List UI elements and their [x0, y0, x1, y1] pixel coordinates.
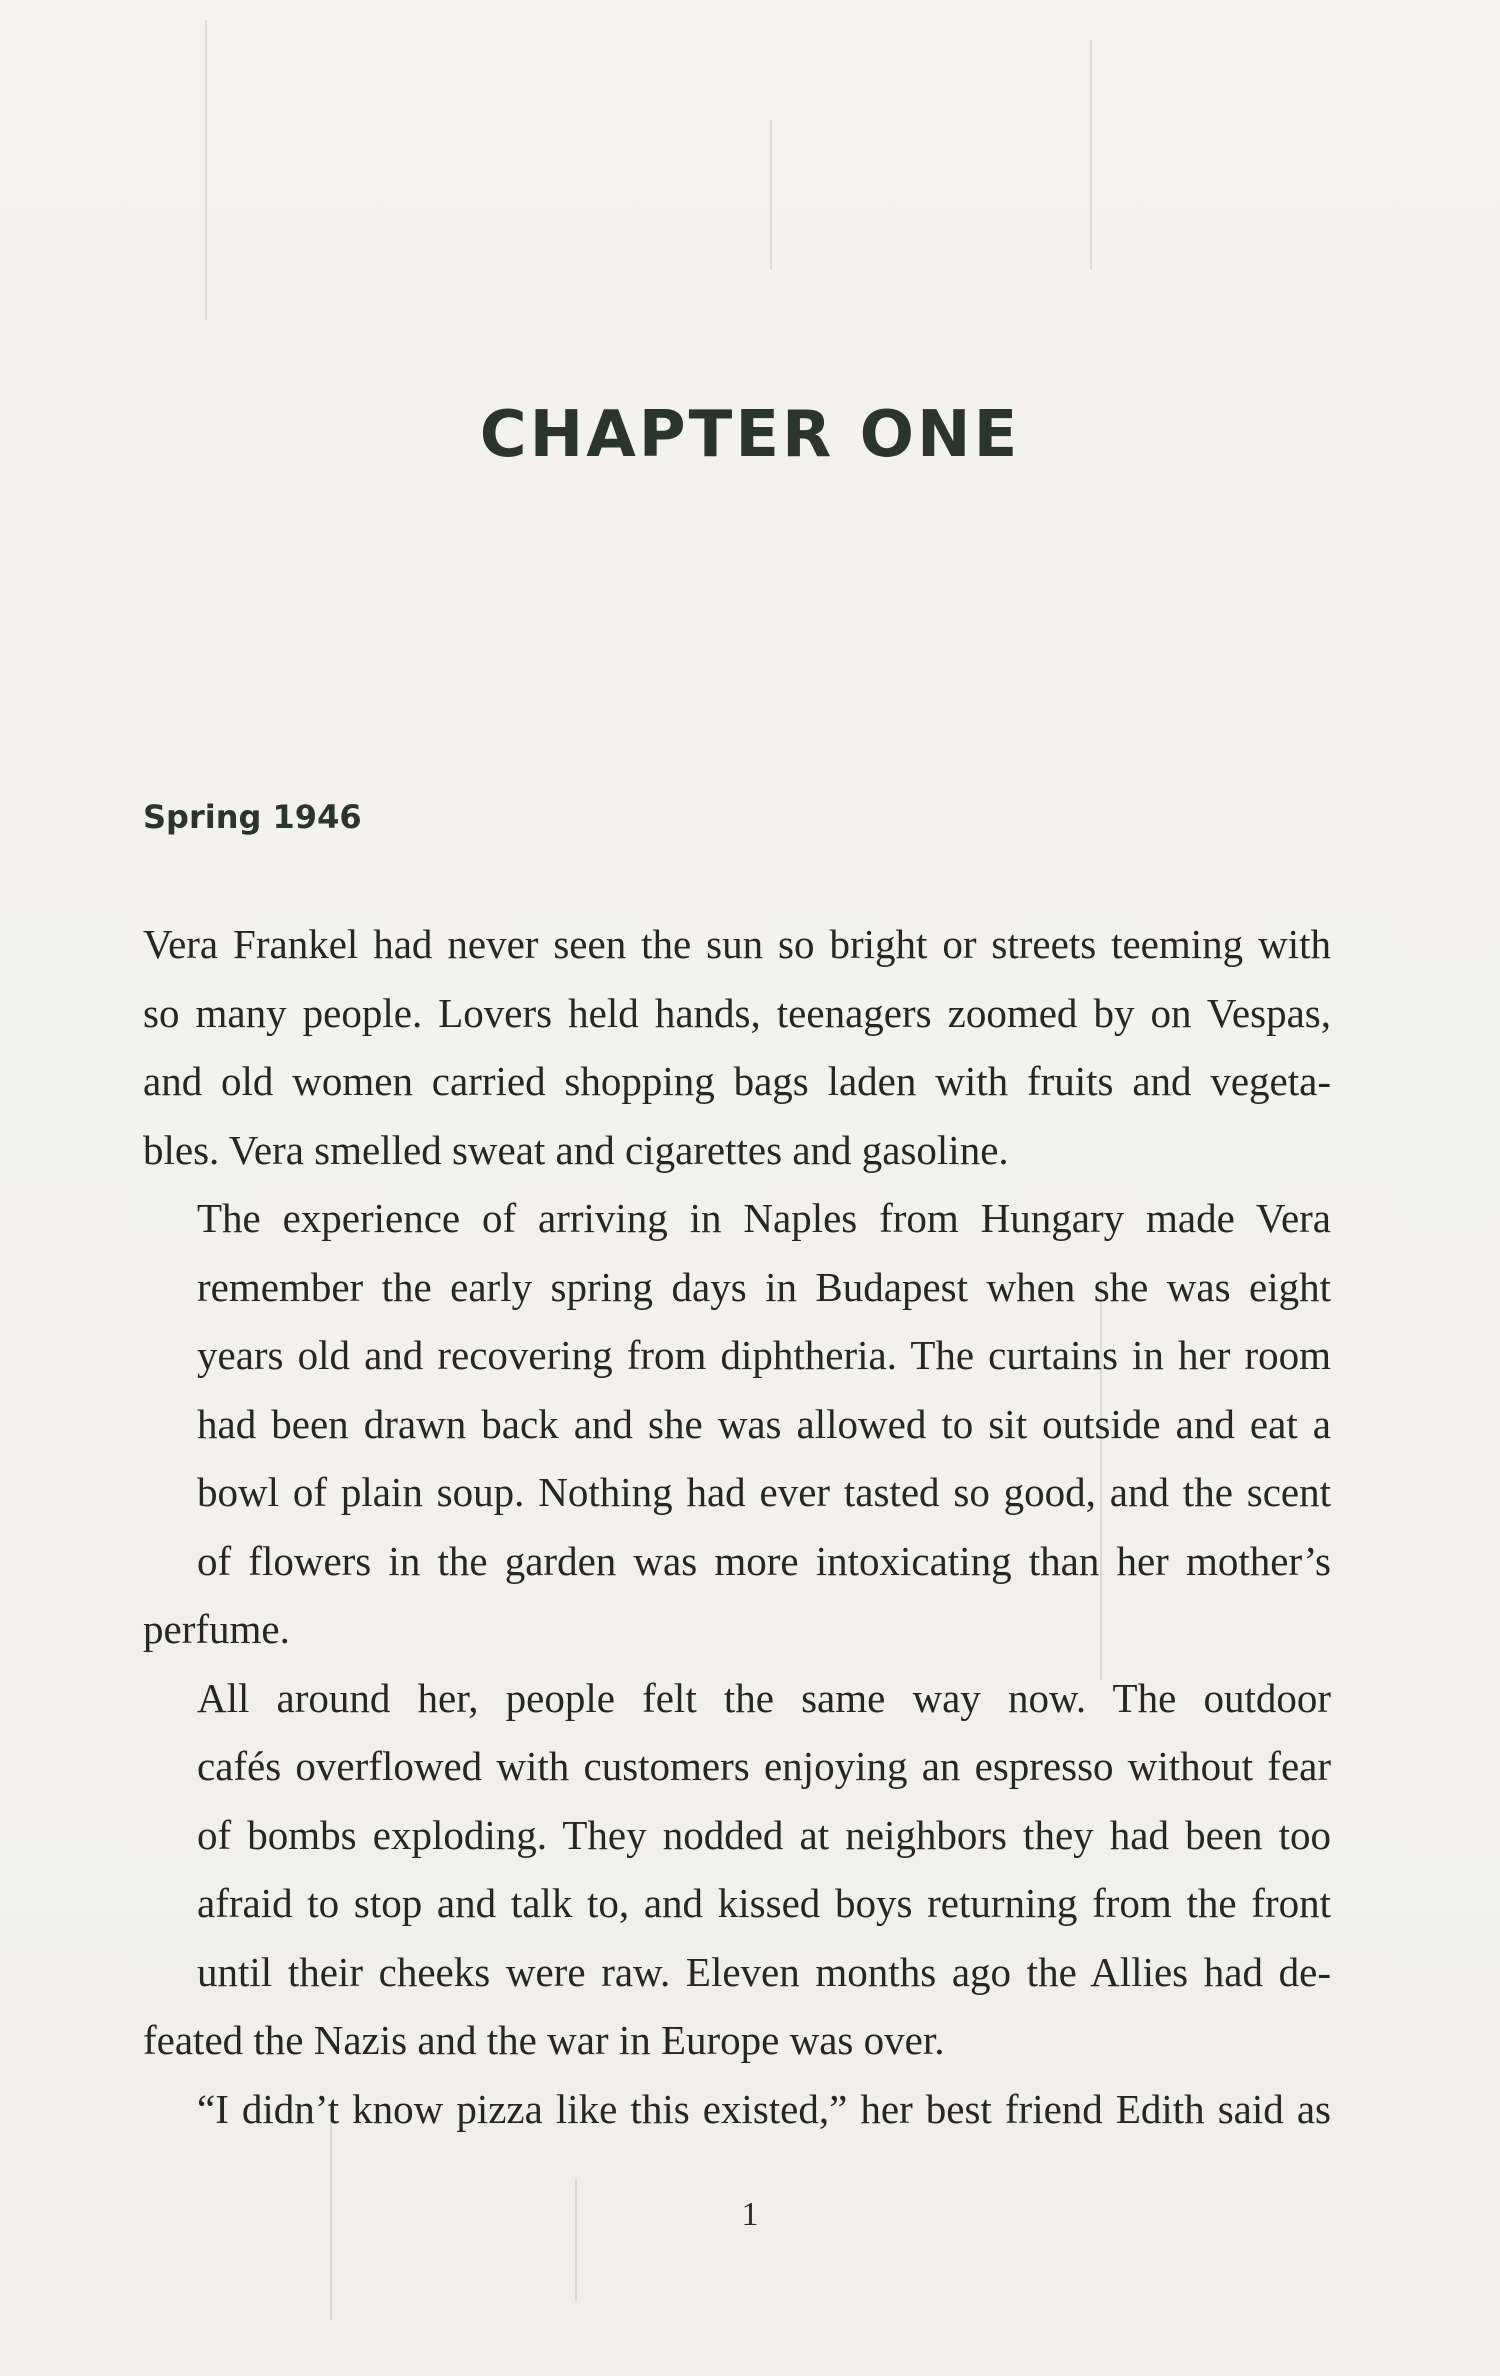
text-line: remember the early spring days in Budapest when she was eight [197, 1263, 1331, 1310]
text-line: bles. Vera smelled sweat and cigarettes and gasoline. [143, 1126, 1009, 1173]
page-number: 1 [741, 2196, 759, 2233]
text-line: cafés overflowed with customers enjoying an espresso without fear [197, 1743, 1331, 1789]
body-text [143, 910, 1331, 2143]
paragraph [143, 1664, 1331, 2007]
text-line: so many people. Lovers held hands, teenagers zoomed by on Vespas, [143, 989, 1331, 1036]
scan-artifact [205, 20, 207, 320]
paragraph [143, 910, 1331, 1116]
text-line: afraid to stop and talk to, and kissed boys returning from the front [197, 1880, 1331, 1926]
text-line: All around her, people felt the same way now. The outdoor [197, 1674, 1331, 1721]
text-line: until their cheeks were raw. Eleven months ago the Allies had de- [197, 1948, 1331, 1995]
text-line: of flowers in the garden was more intoxicating than her mother’s [197, 1537, 1331, 1584]
scan-artifact [770, 120, 772, 270]
paragraph [143, 1184, 1331, 1595]
text-line: bowl of plain soup. Nothing had ever tasted so good, and the scent [197, 1469, 1331, 1515]
paragraph-last-line [143, 2006, 1331, 2075]
text-line: “I didn’t know pizza like this existed,” her best friend Edith said as [197, 2085, 1331, 2132]
chapter-title: CHAPTER ONE [479, 398, 1021, 472]
text-line: The experience of arriving in Naples from Hungary made Vera [197, 1195, 1331, 1241]
section-label: Spring 1946 [143, 798, 362, 836]
text-line: feated the Nazis and the war in Europe was over. [143, 2017, 945, 2063]
text-line: years old and recovering from diphtheria. The curtains in her room [197, 1332, 1331, 1378]
text-line: Vera Frankel had never seen the sun so bright or streets teeming with [143, 921, 1331, 967]
text-line: perfume. [143, 1606, 290, 1652]
text-line: of bombs exploding. They nodded at neighbors they had been too [197, 1811, 1331, 1858]
paragraph-last-line [143, 1595, 1331, 1664]
paragraph-last-line [143, 1116, 1331, 1185]
text-line: and old women carried shopping bags laden with fruits and vegeta- [143, 1058, 1331, 1104]
paragraph [143, 2075, 1331, 2144]
text-line: had been drawn back and she was allowed to sit outside and eat a [197, 1400, 1331, 1447]
scan-artifact [1090, 40, 1092, 270]
